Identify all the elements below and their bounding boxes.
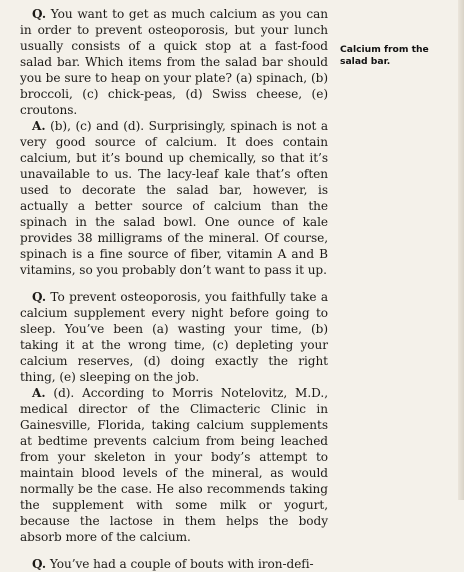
- margin-note: Calcium from the salad bar.: [340, 44, 429, 67]
- answer-text: (b), (c) and (d). Surprisingly, spinach is not a very good source of calcium. It does contain calcium, but it’s bound up chemically, so that it’s unavailable to us. The lacy-leaf kale that’s often used to decorate the salad bar, however, is actually a better source of calcium than the spinach in the salad bowl. One ounce of kale provides 38 milligrams of the mineral. Of course, spinach is a fine source of fiber, vitamin A and B vitamins, so you probably don’t want to pass it up.: [20, 119, 328, 277]
- answer-2: [20, 385, 328, 545]
- question-marker: Q.: [32, 557, 47, 571]
- question-3: [20, 556, 328, 572]
- question-2: [20, 289, 328, 385]
- answer-marker: A.: [32, 119, 46, 133]
- main-text-column: [20, 6, 328, 572]
- answer-marker: A.: [32, 386, 46, 400]
- answer-1: [20, 118, 328, 278]
- question-marker: Q.: [32, 290, 47, 304]
- question-text: You want to get as much calcium as you can in order to prevent osteoporosis, but your lunch usually consists of a quick stop at a fast-food salad bar. Which items from the salad bar should you be sure to heap on your plate? (a) spinach, (b) broccoli, (c) chick-peas, (d) Swiss cheese, (e) croutons.: [20, 7, 328, 117]
- answer-text: (d). According to Morris Notelovitz, M.D., medical director of the Climacteric Clinic in Gainesville, Florida, taking calcium supplements at bedtime prevents calcium from being leached from your skeleton in your body’s attempt to maintain blood levels of the mineral, as would normally be the case. He also recommends taking the supplement with some milk or yogurt, because the lactose in them helps the body absorb more of the calcium.: [20, 386, 328, 544]
- question-1: [20, 6, 328, 118]
- question-text: To prevent osteoporosis, you faithfully take a calcium supplement every night before going to sleep. You’ve been (a) wasting your time, (b) taking it at the wrong time, (c) depleting your calcium reserves, (d) doing exactly the right thing, (e) sleeping on the job.: [20, 290, 328, 384]
- question-text: You’ve had a couple of bouts with iron-defi-: [46, 557, 314, 571]
- question-marker: Q.: [32, 7, 47, 21]
- page-edge: [458, 0, 464, 500]
